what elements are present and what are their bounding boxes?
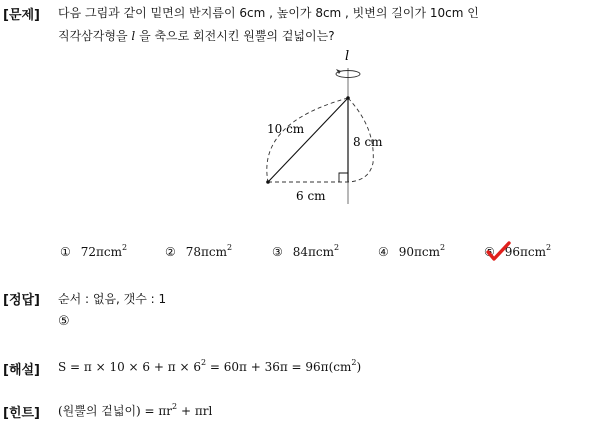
explanation-formula-c: ) [356, 360, 362, 374]
hint-tag: [힌트] [3, 406, 40, 421]
choice-1[interactable] [60, 245, 127, 259]
choice-3[interactable] [272, 245, 339, 259]
choice-value: 84πcm [292, 245, 335, 259]
explanation-exponent-a: 2 [200, 358, 207, 367]
base-point [266, 180, 270, 184]
problem-line-2 [58, 27, 335, 44]
problem-tag: [문제] [3, 8, 40, 23]
height-label: 8 cm [353, 135, 383, 149]
choice-number: ⑤ [484, 245, 495, 259]
explanation-formula-b: = 60π + 36π = 96π(cm [206, 360, 352, 374]
right-angle-mark [339, 173, 348, 182]
choice-number: ③ [272, 245, 283, 259]
problem-line-2-post: 을 축으로 회전시킨 원뿔의 겉넓이는? [139, 29, 335, 43]
choice-number: ② [165, 245, 176, 259]
axis-variable: l [131, 29, 136, 43]
explanation-exponent-b: 2 [351, 358, 357, 367]
hint-formula [58, 402, 212, 419]
choice-number: ① [60, 245, 71, 259]
problem-line-1: 다음 그림과 같이 밑면의 반지름이 6cm , 높이가 8cm , 빗변의 길이가 10cm 인 [58, 6, 479, 20]
hint-exponent-a: 2 [172, 402, 178, 411]
choice-exponent: 2 [122, 243, 128, 252]
choice-exponent: 2 [546, 243, 552, 252]
apex-point [346, 96, 350, 100]
problem-line-2-pre: 직각삼각형을 [58, 29, 128, 43]
hypotenuse [268, 98, 348, 182]
explanation-formula-a: S = π × 10 × 6 + π × 6 [58, 360, 201, 374]
choice-value: 78πcm [185, 245, 228, 259]
axis-label: l [345, 49, 350, 64]
explanation-formula [58, 360, 361, 374]
hint-formula-a: (원뿔의 겉넓이) = πr [58, 404, 173, 418]
cone-figure [255, 48, 385, 208]
answer-line: 순서 : 없음, 갯수 : 1 [58, 292, 167, 306]
choice-exponent: 2 [440, 243, 446, 252]
choice-value: 72πcm [80, 245, 123, 259]
choice-exponent: 2 [334, 243, 340, 252]
choice-2[interactable] [165, 245, 232, 259]
checkmark-icon [486, 240, 512, 262]
base-label: 6 cm [296, 189, 326, 203]
choice-value: 90πcm [398, 245, 441, 259]
choice-exponent: 2 [227, 243, 233, 252]
hypotenuse-label: 10 cm [267, 122, 305, 136]
choice-number: ④ [378, 245, 389, 259]
choice-4[interactable] [378, 245, 445, 259]
answer-symbol: ⑤ [58, 314, 70, 329]
hint-formula-b: + πrl [177, 404, 213, 418]
explanation-tag: [해설] [3, 363, 40, 378]
choice-value: 96πcm [504, 245, 547, 259]
answer-tag: [정답] [3, 293, 40, 308]
